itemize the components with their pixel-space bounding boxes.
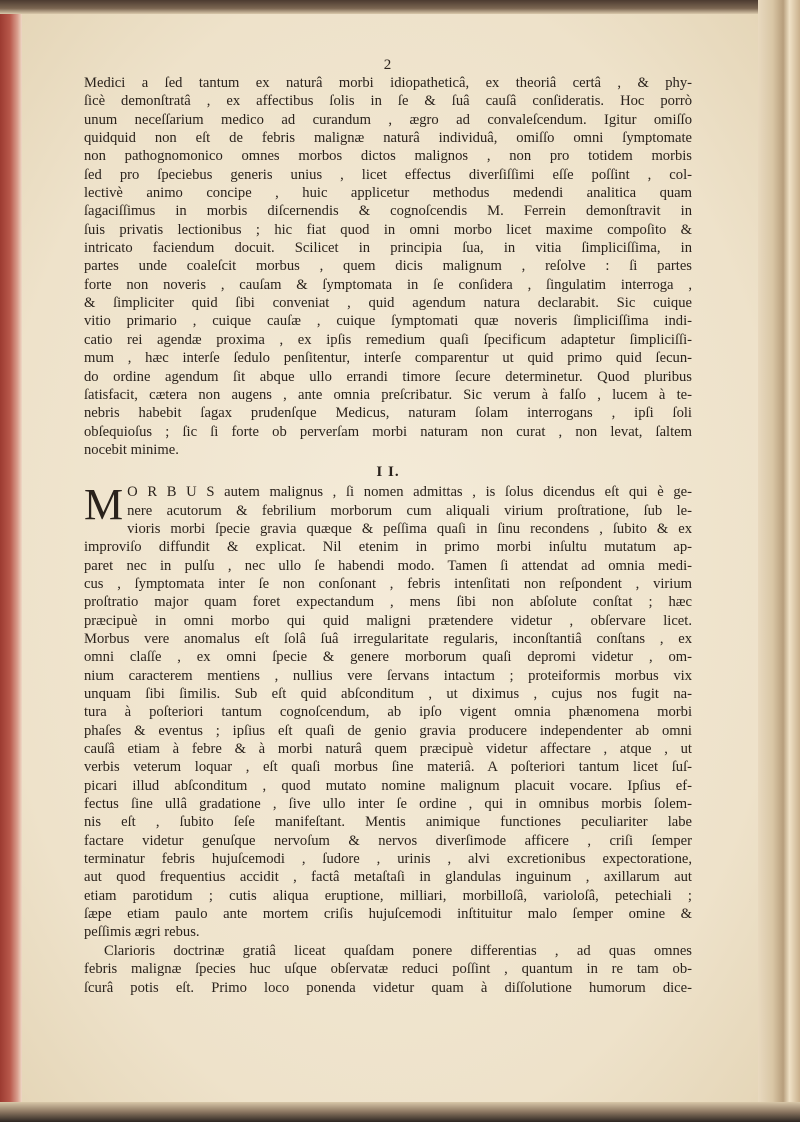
text-line: Clarioris doctrinæ gratiâ liceat quaſdam ponere differentias , ad quas omnes xyxy=(104,942,692,959)
text-line: unquam ſibi ſimilis. Sub eſt quid abſconditum , ut diximus , cujus nos fugit na- xyxy=(84,686,692,702)
text-line: unum neceſſarium medico ad curandum , ægro ad convaleſcendum. Igitur omiſſo xyxy=(84,111,692,128)
text-line: omni claſſe , ex omni ſpecie & genere morborum quaſi depromi videtur , om- xyxy=(84,649,692,666)
page-number: 2 xyxy=(383,57,393,73)
text-line: nebris habebit ſagax prudenſque Medicus, naturam ſolam interrogans , ipſi ſoli xyxy=(84,405,692,422)
text-line: O R B U S autem malignus , ſi nomen admittas , is ſolus dicendus eſt qui è ge- xyxy=(127,484,692,501)
text-line: phaſes & eventus ; ipſius eſt quaſi de genio gravia producere independenter ab omni xyxy=(84,722,692,739)
text-line: tura à poſteriori tantum cognoſcendum, ab ipſo vigent omnia phænomena morbi xyxy=(84,704,692,721)
text-line: etiam parotidum ; cutis aliqua eruptione, milliari, morbilloſâ, varioloſâ, petechiali ; xyxy=(84,887,692,904)
text-line: paret nec in pulſu , nec ullo ſe habendi modo. Tamen ſi attendat ad omnia medi- xyxy=(84,557,692,574)
text-line: ſicè demonſtratâ , ex affectibus ſolis in ſe & ſuâ cauſâ conſideratis. Hoc porrò xyxy=(84,93,692,110)
text-line: fectus ſine ullâ gradatione , ſive ullo inter ſe ordine , qui in omnibus morbis ſolem- xyxy=(84,796,692,813)
text-line: non pathognomonico omnes morbos dictos malignos , non pro totidem morbis xyxy=(84,148,692,165)
paragraph-3 xyxy=(84,942,692,997)
text-line: do ordine agendum ſit abque ullo errandi timore ſecure determinetur. Quod pluribus xyxy=(84,368,692,385)
text-line: quidquid non eſt de febris malignæ naturâ individuâ, omiſſo omni ſymptomate xyxy=(84,130,692,147)
text-line: ſcurâ potis eſt. Primo loco ponenda videtur quam à diſſolutione humorum dice- xyxy=(84,979,692,996)
text-line: Medici a ſed tantum ex naturâ morbi idiopatheticâ, ex theoriâ certâ , & phy- xyxy=(84,75,692,91)
text-line: peſſimis ægri rebus. xyxy=(84,924,200,941)
paragraph-1 xyxy=(84,74,692,459)
section-heading: I I. xyxy=(376,464,400,481)
text-line: improviſo diffundit & explicat. Nil etenim in primo morbi inſultu mutatum ap- xyxy=(84,539,692,556)
text-line: & ſimpliciter quid ſibi conveniat , quid agendum natura declarabit. Sic cuique xyxy=(84,295,692,312)
text-line: terminatur febris hujuſcemodi , ſudore , urinis , alvi excretionibus expectoratione, xyxy=(84,851,692,868)
text-line: cus , ſymptomata inter ſe non conſonant , febris intenſitati non reſpondent , virium xyxy=(84,575,692,592)
text-line: aut quod frequentius accidit , factâ metaſtaſi in glandulas inguinum , axillarum aut xyxy=(84,869,692,886)
paragraph-2 xyxy=(84,480,692,942)
text-line: nis eſt , ſubito ſeſe manifeſtant. Mentis animique functiones peculiariter labe xyxy=(84,814,692,831)
text-line: picari illud abſconditum , quod mutato nomine malignum placuit vocare. Ipſius ef- xyxy=(84,777,692,794)
text-line: intricato faciendum docuit. Scilicet in principia ſua, in vitia ſimpliciſſima, in xyxy=(84,240,692,257)
text-line: catio rei agendæ proxima , ex ipſis remedium quaſi ſpecificum adaptetur ſimpliciſſi- xyxy=(84,331,692,348)
text-line: forte non noveris , cauſam & ſymptomata in ſe conſidera , ſingulatim interroga , xyxy=(84,276,692,293)
paragraph-2-body xyxy=(84,520,692,942)
page-text xyxy=(84,56,692,997)
page-top-edge xyxy=(0,0,800,14)
paragraph-2-opening xyxy=(84,483,692,520)
drop-cap: M xyxy=(84,480,124,530)
text-line: nere acutorum & febrilium morborum cum aliquali virium proſtratione, ſub le- xyxy=(127,502,692,519)
text-line: verbis veterum loquar , eſt quaſi morbus ſine materiâ. A poſteriori tantum licet ſuſ- xyxy=(84,759,692,776)
book-cover-edge xyxy=(0,0,22,1122)
text-line: proſtratio major quam foret expectandum , mens ſibi non abſolute conſtat ; hæc xyxy=(84,594,692,611)
text-line: ſuis privatis lectionibus ; hic fiat quod in omni morbo licet maxime compoſito & xyxy=(84,221,692,238)
text-line: præcipuè in omni morbo qui quid maligni prætendere videtur , obſervare licet. xyxy=(84,612,692,629)
text-line: febris malignæ ſpecies huc uſque obſervatæ reduci poſſint , quantum in re tam ob- xyxy=(84,961,692,978)
page-stack-edge xyxy=(758,0,800,1122)
text-line: cauſâ etiam à febre & à morbi naturâ quem præcipuè videtur affectare , atque , ut xyxy=(84,741,692,758)
text-line: nocebit minime. xyxy=(84,441,179,458)
text-line: obſequioſus ; ſic ſi forte ob perverſam morbi naturam non curat , non levat, ſaltem xyxy=(84,423,692,440)
text-line: lectivè animo concipe , huic applicetur methodus medendi analitica quam xyxy=(84,185,692,202)
text-line: ſed pro ſpeciebus generis unius , licet effectus diverſiſſimi eſſe poſſint , col- xyxy=(84,166,692,183)
page-bottom-edge xyxy=(0,1102,800,1122)
text-line: vitio primario , cuique cauſæ , cuique ſymptomati quæ noveris ſimpliciſſima indi- xyxy=(84,313,692,330)
text-line: mum , hæc interſe ſedulo penſitentur, interſe comparentur ut quid primo quid ſecun- xyxy=(84,350,692,367)
text-line: vioris morbi ſpecie gravia quæque & peſſima quaſi in ſinu recondens , ſubito & ex xyxy=(127,520,692,537)
text-line: ſagaciſſimus in morbis diſcernendis & cognoſcendis M. Ferrein demonſtravit in xyxy=(84,203,692,220)
text-line: Morbus vere anomalus eſt ſolâ ſuâ irregularitate regularis, inconſtantiâ conſtans , ex xyxy=(84,630,692,647)
text-line: nium caracterem mentiens , nullius vere ſervans intactum ; proteiformis morbus vix xyxy=(84,667,692,684)
text-line: ſatisfacit, cætera non augens , ante omnia preſcribatur. Sic verum à falſo , lucem à te- xyxy=(84,386,692,403)
text-line: partes unde coaleſcit morbus , quem dicis malignum , reſolve : ſi partes xyxy=(84,258,692,275)
text-line: factare videtur genuſque nervoſum & nervos diverſimode afficere , criſi ſemper xyxy=(84,832,692,849)
text-line: ſæpe etiam paulo ante mortem criſis hujuſcemodi inſtituitur malo ſemper omine & xyxy=(84,906,692,923)
